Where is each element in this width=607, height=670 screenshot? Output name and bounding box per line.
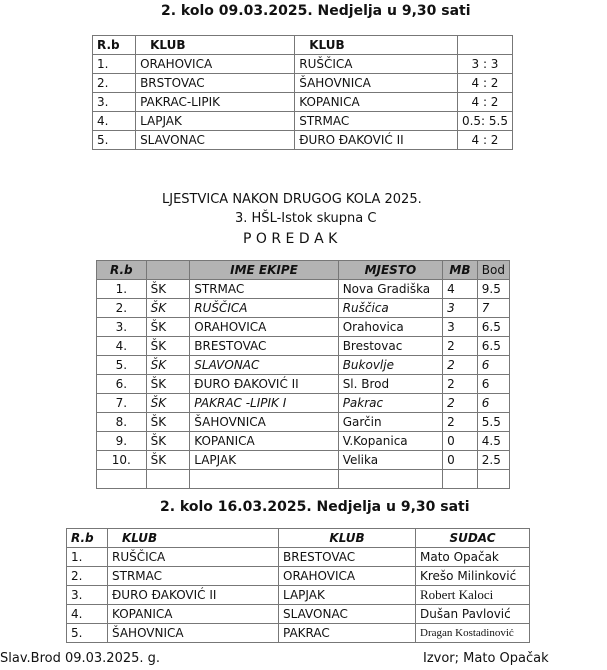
header-points: Bod bbox=[477, 261, 509, 280]
table-row bbox=[67, 605, 530, 624]
cell-prefix: ŠK bbox=[146, 451, 190, 470]
cell-rank: 1. bbox=[97, 280, 147, 299]
cell-rank: 4. bbox=[97, 337, 147, 356]
cell-rank: 2. bbox=[67, 567, 108, 586]
cell-home-club: BRSTOVAC bbox=[136, 74, 295, 93]
round1-table bbox=[92, 35, 513, 150]
cell-away-club: RUŠČICA bbox=[295, 55, 458, 74]
cell-matches: 3 bbox=[443, 299, 478, 318]
footer-place-date: Slav.Brod 09.03.2025. g. bbox=[0, 651, 161, 666]
cell-home-club: KOPANICA bbox=[108, 605, 279, 624]
cell-result: 3 : 3 bbox=[457, 55, 512, 74]
table-row bbox=[97, 318, 510, 337]
standings-subtitle: 3. HŠL-Istok skupna C bbox=[235, 211, 377, 226]
cell-team: ŠAHOVNICA bbox=[190, 413, 338, 432]
cell-rank: 4. bbox=[93, 112, 136, 131]
standings-heading: P O R E D A K bbox=[243, 231, 338, 247]
header-rb: R.b bbox=[93, 36, 136, 55]
cell-matches: 2 bbox=[443, 375, 478, 394]
header-rb: R.b bbox=[97, 261, 147, 280]
cell-rank: 5. bbox=[93, 131, 136, 150]
cell-home-club: PAKRAC-LIPIK bbox=[136, 93, 295, 112]
cell-referee: Krešo Milinković bbox=[416, 567, 530, 586]
cell-prefix: ŠK bbox=[146, 280, 190, 299]
cell-matches: 0 bbox=[443, 451, 478, 470]
cell-rank: 2. bbox=[93, 74, 136, 93]
cell-rank: 5. bbox=[67, 624, 108, 643]
header-club1: KLUB bbox=[108, 529, 279, 548]
header-mb: MB bbox=[443, 261, 478, 280]
cell-team: PAKRAC -LIPIK I bbox=[190, 394, 338, 413]
table-row bbox=[93, 55, 513, 74]
cell-result: 0.5: 5.5 bbox=[457, 112, 512, 131]
cell-away-club: PAKRAC bbox=[279, 624, 416, 643]
cell-team: BRESTOVAC bbox=[190, 337, 338, 356]
cell-rank: 3. bbox=[93, 93, 136, 112]
round2-title: 2. kolo 16.03.2025. Nedjelja u 9,30 sati bbox=[160, 499, 470, 515]
cell-place: Velika bbox=[338, 451, 442, 470]
cell-away-club: STRMAC bbox=[295, 112, 458, 131]
table-row bbox=[67, 567, 530, 586]
table-row bbox=[97, 451, 510, 470]
cell-rank: 2. bbox=[97, 299, 147, 318]
table-row bbox=[93, 93, 513, 112]
cell-prefix: ŠK bbox=[146, 432, 190, 451]
table-row bbox=[93, 112, 513, 131]
cell-away-club: BRESTOVAC bbox=[279, 548, 416, 567]
cell-away-club: ŠAHOVNICA bbox=[295, 74, 458, 93]
header-rb: R.b bbox=[67, 529, 108, 548]
cell-points: 6.5 bbox=[477, 337, 509, 356]
table-row bbox=[97, 280, 510, 299]
cell-away-club: ĐURO ĐAKOVIĆ II bbox=[295, 131, 458, 150]
cell-team: LAPJAK bbox=[190, 451, 338, 470]
cell-place: Garčin bbox=[338, 413, 442, 432]
cell-team: ĐURO ĐAKOVIĆ II bbox=[190, 375, 338, 394]
cell-points: 6 bbox=[477, 394, 509, 413]
round2-table bbox=[66, 528, 530, 643]
table-row bbox=[67, 624, 530, 643]
cell-team: KOPANICA bbox=[190, 432, 338, 451]
cell-away-club: LAPJAK bbox=[279, 586, 416, 605]
cell-matches: 2 bbox=[443, 413, 478, 432]
cell-rank: 3. bbox=[97, 318, 147, 337]
table-row bbox=[93, 74, 513, 93]
cell-away-club: KOPANICA bbox=[295, 93, 458, 112]
table-row bbox=[97, 432, 510, 451]
cell-rank: 10. bbox=[97, 451, 147, 470]
table-header-row bbox=[67, 529, 530, 548]
cell-team: STRMAC bbox=[190, 280, 338, 299]
table-header-row bbox=[97, 261, 510, 280]
header-result bbox=[457, 36, 512, 55]
cell-place: Ruščica bbox=[338, 299, 442, 318]
standings-table bbox=[96, 260, 510, 489]
cell-rank: 5. bbox=[97, 356, 147, 375]
table-row bbox=[97, 394, 510, 413]
cell-place: Sl. Brod bbox=[338, 375, 442, 394]
cell-rank: 7. bbox=[97, 394, 147, 413]
cell-home-club: ORAHOVICA bbox=[136, 55, 295, 74]
round1-title: 2. kolo 09.03.2025. Nedjelja u 9,30 sati bbox=[161, 3, 471, 19]
cell-prefix: ŠK bbox=[146, 413, 190, 432]
header-club1: KLUB bbox=[136, 36, 295, 55]
cell-place: V.Kopanica bbox=[338, 432, 442, 451]
cell-prefix: ŠK bbox=[146, 394, 190, 413]
cell-place: Orahovica bbox=[338, 318, 442, 337]
cell-prefix: ŠK bbox=[146, 375, 190, 394]
cell-referee: Dušan Pavlović bbox=[416, 605, 530, 624]
cell-place: Brestovac bbox=[338, 337, 442, 356]
cell-away-club: SLAVONAC bbox=[279, 605, 416, 624]
cell-matches: 2 bbox=[443, 337, 478, 356]
cell-matches: 3 bbox=[443, 318, 478, 337]
cell-result: 4 : 2 bbox=[457, 93, 512, 112]
table-row bbox=[97, 413, 510, 432]
cell-rank: 9. bbox=[97, 432, 147, 451]
cell-matches: 2 bbox=[443, 356, 478, 375]
cell-home-club: RUŠČICA bbox=[108, 548, 279, 567]
cell-points: 5.5 bbox=[477, 413, 509, 432]
cell-referee: Dragan Kostadinović bbox=[416, 624, 530, 643]
table-row bbox=[97, 356, 510, 375]
cell-team: SLAVONAC bbox=[190, 356, 338, 375]
cell-home-club: SLAVONAC bbox=[136, 131, 295, 150]
header-blank bbox=[146, 261, 190, 280]
cell-home-club: ĐURO ĐAKOVIĆ II bbox=[108, 586, 279, 605]
cell-points: 6 bbox=[477, 356, 509, 375]
cell-rank: 1. bbox=[67, 548, 108, 567]
cell-points: 7 bbox=[477, 299, 509, 318]
cell-place: Nova Gradiška bbox=[338, 280, 442, 299]
table-row bbox=[97, 375, 510, 394]
cell-matches: 4 bbox=[443, 280, 478, 299]
cell-points: 4.5 bbox=[477, 432, 509, 451]
header-club2: KLUB bbox=[279, 529, 416, 548]
cell-result: 4 : 2 bbox=[457, 131, 512, 150]
cell-prefix: ŠK bbox=[146, 356, 190, 375]
cell-home-club: ŠAHOVNICA bbox=[108, 624, 279, 643]
table-header-row bbox=[93, 36, 513, 55]
cell-place: Bukovlje bbox=[338, 356, 442, 375]
cell-place: Pakrac bbox=[338, 394, 442, 413]
cell-away-club: ORAHOVICA bbox=[279, 567, 416, 586]
cell-team: ORAHOVICA bbox=[190, 318, 338, 337]
standings-title: LJESTVICA NAKON DRUGOG KOLA 2025. bbox=[162, 192, 422, 207]
cell-matches: 2 bbox=[443, 394, 478, 413]
header-place: MJESTO bbox=[338, 261, 442, 280]
cell-points: 6 bbox=[477, 375, 509, 394]
cell-rank: 8. bbox=[97, 413, 147, 432]
table-row bbox=[67, 586, 530, 605]
header-club2: KLUB bbox=[295, 36, 458, 55]
cell-rank: 4. bbox=[67, 605, 108, 624]
cell-points: 2.5 bbox=[477, 451, 509, 470]
cell-points: 6.5 bbox=[477, 318, 509, 337]
header-team: IME EKIPE bbox=[190, 261, 338, 280]
cell-referee: Robert Kaloci bbox=[416, 586, 530, 605]
cell-matches: 0 bbox=[443, 432, 478, 451]
table-row bbox=[67, 548, 530, 567]
cell-prefix: ŠK bbox=[146, 299, 190, 318]
cell-prefix: ŠK bbox=[146, 337, 190, 356]
cell-points: 9.5 bbox=[477, 280, 509, 299]
cell-home-club: LAPJAK bbox=[136, 112, 295, 131]
table-row bbox=[97, 337, 510, 356]
cell-prefix: ŠK bbox=[146, 318, 190, 337]
table-row bbox=[97, 299, 510, 318]
cell-rank: 1. bbox=[93, 55, 136, 74]
footer-source: Izvor; Mato Opačak bbox=[423, 651, 549, 666]
cell-rank: 3. bbox=[67, 586, 108, 605]
cell-referee: Mato Opačak bbox=[416, 548, 530, 567]
table-row bbox=[93, 131, 513, 150]
cell-home-club: STRMAC bbox=[108, 567, 279, 586]
cell-team: RUŠČICA bbox=[190, 299, 338, 318]
cell-rank: 6. bbox=[97, 375, 147, 394]
header-referee: SUDAC bbox=[416, 529, 530, 548]
cell-result: 4 : 2 bbox=[457, 74, 512, 93]
empty-row bbox=[97, 470, 510, 489]
